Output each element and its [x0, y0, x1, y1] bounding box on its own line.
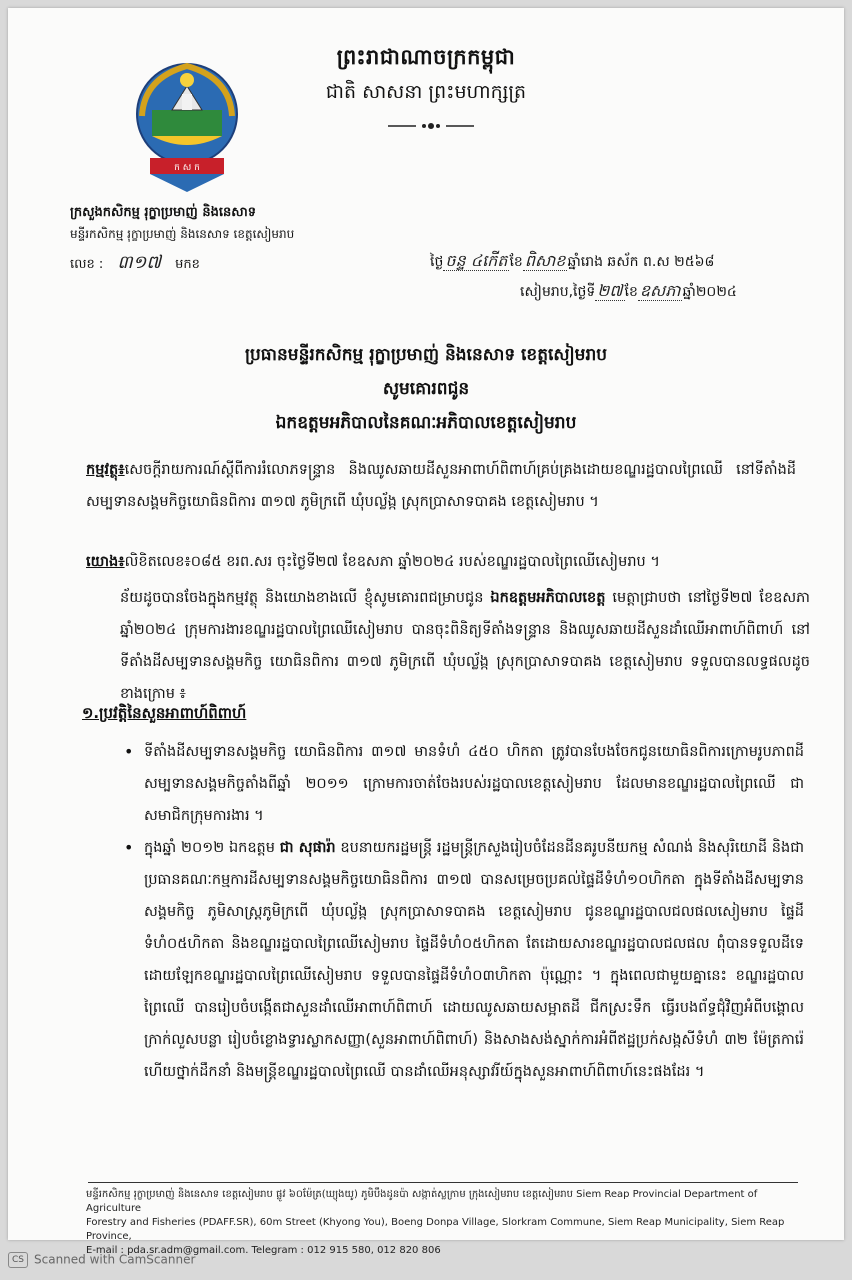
camscanner-logo-icon: CS — [8, 1252, 28, 1268]
bullet-1-text: ទីតាំងដីសម្បទានសង្គមកិច្ច យោធិនពិការ ៣១៧ មានទំហំ ៤៥០ ហិកតា ត្រូវបានបែងចែកជូនយោធិនពិការក្រោមរូបភាពដីសម្បទានសង្គមកិច្ចតាំងពីឆ្នាំ ២០១១ ក្រោមការចាត់ចែងរបស់រដ្ឋបាលខេត្តសៀមរាប ដែលមានខណ្ឌរដ្ឋបាលព្រៃឈើ ជាសមាជិកក្រុមការងារ ។ — [144, 744, 804, 824]
reference-paragraph — [86, 546, 806, 578]
sender-title: ប្រធានមន្ទីរកសិកម្ម រុក្ខាប្រមាញ់ និងនេសាទ ខេត្តសៀមរាប — [244, 345, 608, 365]
intro-paragraph — [120, 582, 810, 710]
reference-text: លិខិតលេខ៖០៨៥ ខរព.សរ ចុះថ្ងៃទី២៧ ខែឧសភា ឆ្នាំ២០២៤ របស់ខណ្ឌរដ្ឋបាលព្រៃឈើសៀមរាប ។ — [124, 554, 660, 570]
logo-text: ក ស ក — [174, 163, 200, 173]
date2-suffix: ឆ្នាំ២០២៤ — [682, 284, 737, 300]
solar-date — [520, 280, 737, 304]
date2-handwritten-day: ២៧ — [597, 281, 623, 300]
date1-handwritten-month: ពិសាខ — [524, 251, 566, 270]
ornament-divider-icon — [386, 120, 476, 132]
number-suffix: មកខ — [175, 257, 200, 272]
number-label: លេខ : — [70, 257, 104, 272]
section-1-title: ១.ប្រវត្តិនៃសួនអាពាហ៍ពិពាហ៍ — [82, 704, 247, 722]
scanner-watermark — [8, 1252, 195, 1268]
date1-suffix: ឆ្នាំរោង ឆស័ក ព.ស ២៥៦៨ — [567, 254, 715, 270]
bullet-2-name: ជា សុផារ៉ា — [279, 840, 336, 856]
ministry-name: ក្រសួងកសិកម្ម រុក្ខាប្រមាញ់ និងនេសាទ — [70, 205, 256, 220]
bullet-2-text-post: ឧបនាយករដ្ឋមន្ត្រី រដ្ឋមន្ត្រីក្រសួងរៀបចំដែនដីនគរូបនីយកម្ម សំណង់ និងសុរិយោដី និងជាប្រធានគណៈកម្មការដីសម្បទានសង្គមកិច្ចយោធិនពិការ ៣១៧ បានសម្រេចប្រគល់ផ្ទៃដីទំហំ១០ហិកតា ក្នុងទីតាំងដីសម្បទានសង្គមកិច្ច ភូមិសាស្ត្រភូមិក្រពើ ឃុំបល្ល័ង្ក ស្រុកប្រាសាទបាគង ខេត្តសៀមរាប ជូនខណ្ឌរដ្ឋបាលជលផលសៀមរាប ផ្ទៃដីទំហំ០៥ហិកតា និងខណ្ឌរដ្ឋបាលព្រៃឈើសៀមរាប ផ្ទៃដីទំហំ០៥ហិកតា តែដោយសារខណ្ឌរដ្ឋបាលជលផល ពុំបានទទួលដីទេ ដោយឡែកខណ្ឌរដ្ឋបាលព្រៃឈើសៀមរាប ទទួលបានផ្ទៃដីទំហំ០៣ហិកតា ប៉ុណ្ណោះ ។ ក្នុងពេលជាមួយគ្នានេះ ខណ្ឌរដ្ឋបាលព្រៃឈើ បានរៀបចំបង្កើតជាសួនដាំឈើអាពាហ៍ពិពាហ៍ ដោយឈូសឆាយសម្អាតដី ជីកស្រះទឹក ធ្វើរបងព័ទ្ធជុំវិញអំពីបង្គោលក្រាក់លួសបន្លា រៀបចំខ្លោងទ្វារស្លាកសញ្ញា(សួនអាពាហ៍ពិពាហ៍) និងសាងសង់ស្នាក់ការអំពីឥដ្ឋប្រក់សង្កសីទំហំ ៣២ ម៉ែត្រការ៉េ ហើយថ្នាក់ដឹកនាំ និងមន្ត្រីខណ្ឌរដ្ឋបាលព្រៃឈើ បានដាំឈើអនុស្សាវរីយ៍ក្នុងសួនអាពាហ៍ពិពាហ៍នេះផងដែរ ។ — [144, 840, 805, 1080]
footer-address — [86, 1188, 806, 1258]
ministry-logo-icon — [132, 58, 242, 198]
date2-prefix: សៀមរាប,ថ្ងៃទី — [520, 284, 596, 300]
footer-line-1: មន្ទីរកសិកម្ម រុក្ខាប្រមាញ់ និងនេសាទ ខេត្តសៀមរាប ផ្លូវ ៦០ម៉ែត្រ(ឃ្យុងយូ) ភូមិបឹងដូនប៉ា សង្កាត់ស្លក្រាម ក្រុងសៀមរាប ខេត្តសៀមរាប Siem Reap Provincial Department of Agriculture — [86, 1189, 758, 1214]
letter-number — [70, 250, 200, 277]
footer-line-2: Forestry and Fisheries (PDAFF.SR), 60m Street (Khyong You), Boeng Donpa Village, Slorkram Commune, Siem Reap Municipality, Siem Reap Province, — [86, 1217, 785, 1242]
number-value: ៣១៧ — [117, 252, 162, 273]
list-item — [144, 736, 804, 832]
salutation: សូមគោរពជូន — [382, 379, 470, 399]
list-item — [144, 832, 804, 1088]
date1-month-label: ខែ — [509, 254, 523, 270]
date2-month-label: ខែ — [624, 284, 638, 300]
bullet-2-text-pre: ក្នុងឆ្នាំ ២០១២ ឯកឧត្តម — [144, 840, 275, 856]
intro-text-pre: ន័យដូចបានចែងក្នុងកម្មវត្ថុ និងយោងខាងលើ ខ្ញុំសូមគោរពជម្រាបជូន — [120, 590, 484, 606]
national-motto: ជាតិ សាសនា ព្រះមហាក្សត្រ — [325, 81, 527, 103]
date1-handwritten-day: ចន្ទ ៤កើត — [445, 251, 508, 270]
footer-line-3: E-mail : pda.sr.adm@gmail.com. Telegram : 012 915 580, 012 820 806 — [86, 1245, 441, 1256]
reference-label: យោង៖ — [86, 554, 125, 570]
date2-handwritten-month: ឧសភា — [639, 281, 681, 300]
date1-prefix: ថ្ងៃ — [430, 254, 444, 270]
intro-text-post: មេត្តាជ្រាបថា នៅថ្ងៃទី២៧ ខែឧសភា ឆ្នាំ២០២៤ ក្រុមការងារខណ្ឌរដ្ឋបាលព្រៃឈើសៀមរាប បានចុះពិនិត្យទីតាំងទន្ទ្រាន និងឈូសឆាយដីសួនដាំឈើអាពាហ៍ពិពាហ៍ នៅទីតាំងដីសម្បទានសង្គមកិច្ច យោធិនពិការ ៣១៧ ភូមិក្រពើ ឃុំបល្ល័ង្ក ស្រុកប្រាសាទបាគង ខេត្តសៀមរាប ទទួលបានលទ្ធផលដូចខាងក្រោម ៖ — [120, 590, 810, 702]
subject-label: កម្មវត្ថុ៖ — [86, 462, 125, 478]
scanner-text: Scanned with CamScanner — [34, 1252, 196, 1267]
recipient-title: ឯកឧត្តមអភិបាលនៃគណៈអភិបាលខេត្តសៀមរាប — [275, 413, 577, 433]
footer-divider — [88, 1182, 798, 1183]
section-1-list — [144, 736, 804, 1088]
lunar-date — [430, 250, 714, 274]
intro-text-bold: ឯកឧត្តមអភិបាលខេត្ត — [490, 590, 606, 606]
department-name: មន្ទីរកសិកម្ម រុក្ខាប្រមាញ់ និងនេសាទ ខេត្តសៀមរាប — [70, 227, 295, 241]
kingdom-title: ព្រះរាជាណាចក្រកម្ពុជា — [336, 45, 516, 69]
subject-text: សេចក្តីរាយការណ៍ស្តីពីការរំលោភទន្ទ្រាន និងឈូសឆាយដីសួនអាពាហ៍ពិពាហ៍គ្រប់គ្រងដោយខណ្ឌរដ្ឋបាលព្រៃឈើ នៅទីតាំងដីសម្បទានសង្គមកិច្ចយោធិនពិការ ៣១៧ ភូមិក្រពើ ឃុំបល្ល័ង្ក ស្រុកប្រាសាទបាគង ខេត្តសៀមរាប ។ — [86, 462, 796, 510]
subject-paragraph — [86, 454, 796, 518]
